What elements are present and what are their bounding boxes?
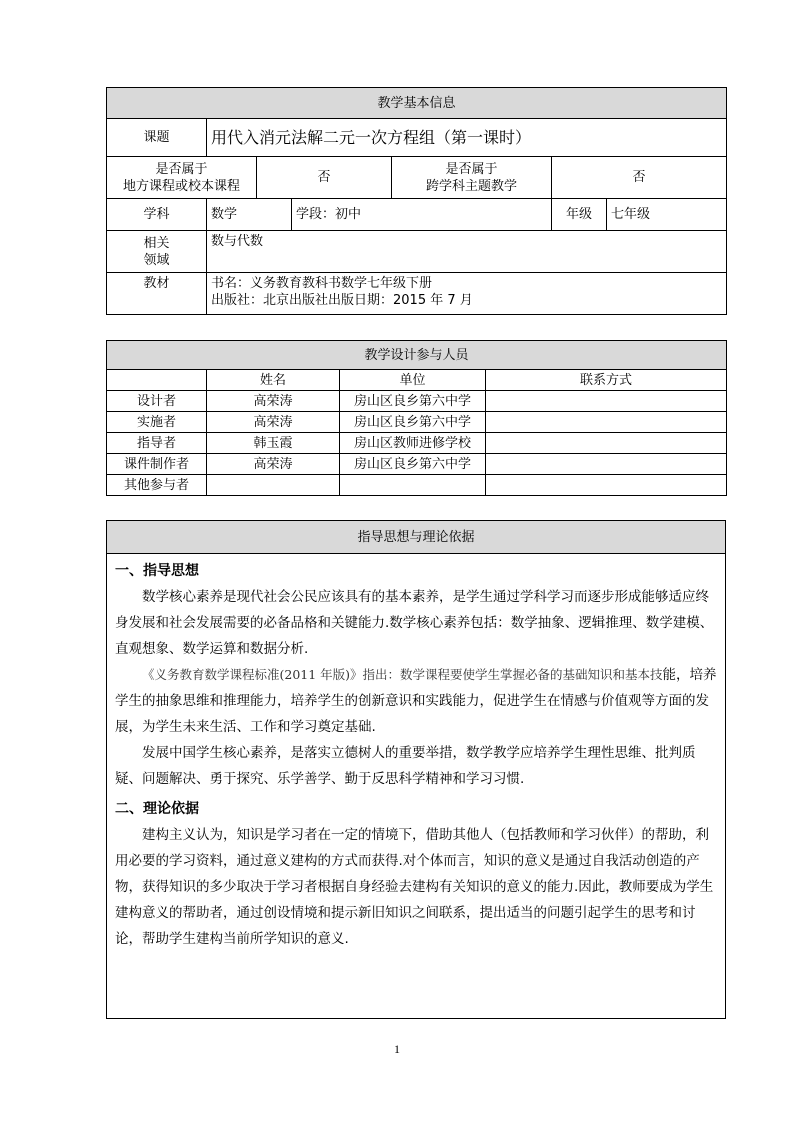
participants-table — [106, 340, 727, 496]
unit-cell — [340, 475, 486, 496]
contact-cell — [486, 412, 727, 433]
section-title-guiding: 一、指导思想 — [115, 563, 199, 579]
theory-body — [107, 554, 726, 1019]
name-cell: 高荣涛 — [207, 412, 340, 433]
column-header: 姓名 — [207, 370, 340, 391]
paragraph-student-development: 发展中国学生核心素养，是落实立德树人的重要举措，数学教学应培养学生理性思维、批判质疑、问题解决、勇于探究、乐学善学、勤于反思科学精神和学习习惯. — [115, 745, 696, 787]
page-number: 1 — [394, 1042, 400, 1056]
paragraph-core-literacy: 数学核心素养是现代社会公民应该具有的基本素养，是学生通过学科学习而逐步形成能够适应终身发展和社会发展需要的必备品格和关键能力.数学核心素养包括：数学抽象、逻辑推理、数学建模、直观想象、数学运算和数据分析. — [115, 589, 714, 657]
curriculum-quote-rest: 能，培养学生的抽象思维和推理能力，培养学生的创新意识和实践能力，促进学生在情感与价值观等方面的发展，为学生未来生活、工作和学习奠定基础. — [115, 667, 717, 735]
role-cell: 其他参与者 — [107, 475, 207, 496]
local-course-label — [107, 157, 257, 199]
unit-cell: 房山区良乡第六中学 — [340, 454, 486, 475]
contact-cell — [486, 433, 727, 454]
unit-cell: 房山区教师进修学校 — [340, 433, 486, 454]
name-cell — [207, 475, 340, 496]
local-course-label-line2: 地方课程或校本课程 — [122, 178, 240, 194]
theory-header: 指导思想与理论依据 — [107, 521, 726, 554]
field-value: 数与代数 — [207, 231, 727, 273]
role-cell: 课件制作者 — [107, 454, 207, 475]
column-header: 联系方式 — [486, 370, 727, 391]
cross-subject-value: 否 — [552, 157, 727, 199]
section-title-theory: 二、理论依据 — [115, 801, 199, 817]
paragraph-constructivism: 建构主义认为，知识是学习者在一定的情境下，借助其他人（包括教师和学习伙伴）的帮助，利用必要的学习资料，通过意义建构的方式而获得.对个体而言，知识的意义是通过自我活动创造的产物，获得知识的多少取决于学习者根据自身经验去建构有关知识的意义的能力.因此，教师要成为学生建构意义的帮助者，通过创设情境和提示新旧知识之间联系，提出适当的问题引起学生的思考和讨论，帮助学生建构当前所学知识的意义. — [115, 827, 714, 947]
cross-subject-label — [392, 157, 552, 199]
table-row — [107, 454, 727, 475]
role-cell: 设计者 — [107, 391, 207, 412]
textbook-name: 书名：义务教育教科书数学七年级下册 — [211, 276, 433, 291]
contact-cell — [486, 391, 727, 412]
participants-header: 教学设计参与人员 — [107, 341, 727, 370]
name-cell: 高荣涛 — [207, 454, 340, 475]
textbook-publisher: 出版社：北京出版社出版日期：2015 年 7 月 — [211, 293, 473, 308]
local-course-value: 否 — [257, 157, 392, 199]
stage-text: 学段：初中 — [292, 199, 552, 231]
field-label — [107, 231, 207, 273]
cross-subject-label-line2: 跨学科主题教学 — [425, 178, 517, 194]
column-header — [107, 370, 207, 391]
basic-info-table — [106, 87, 727, 315]
contact-cell — [486, 454, 727, 475]
paragraph-curriculum-standard — [115, 662, 717, 740]
local-course-label-line1: 是否属于 — [155, 161, 208, 177]
curriculum-quote: 《义务教育数学课程标准(2011 年版)》指出：数学课程要使学生掌握必备的基础知识和基本技 — [142, 667, 663, 682]
contact-cell — [486, 475, 727, 496]
basic-info-header: 教学基本信息 — [107, 88, 727, 119]
grade-value: 七年级 — [607, 199, 727, 231]
name-cell: 高荣涛 — [207, 391, 340, 412]
grade-label: 年级 — [552, 199, 607, 231]
name-cell: 韩玉霞 — [207, 433, 340, 454]
textbook-label: 教材 — [107, 273, 207, 315]
theory-table — [106, 520, 726, 1019]
cross-subject-label-line1: 是否属于 — [445, 161, 498, 177]
table-row — [107, 475, 727, 496]
table-row — [107, 433, 727, 454]
role-cell: 指导者 — [107, 433, 207, 454]
table-row — [107, 412, 727, 433]
unit-cell: 房山区良乡第六中学 — [340, 391, 486, 412]
field-label-line1: 相关 — [143, 235, 170, 251]
textbook-value — [207, 273, 727, 315]
subject-label: 学科 — [107, 199, 207, 231]
role-cell: 实施者 — [107, 412, 207, 433]
subject-value: 数学 — [207, 199, 292, 231]
column-header: 单位 — [340, 370, 486, 391]
unit-cell: 房山区良乡第六中学 — [340, 412, 486, 433]
topic-value: 用代入消元法解二元一次方程组（第一课时） — [207, 119, 727, 157]
topic-label: 课题 — [107, 119, 207, 157]
table-row — [107, 391, 727, 412]
field-label-line2: 领域 — [143, 252, 170, 268]
